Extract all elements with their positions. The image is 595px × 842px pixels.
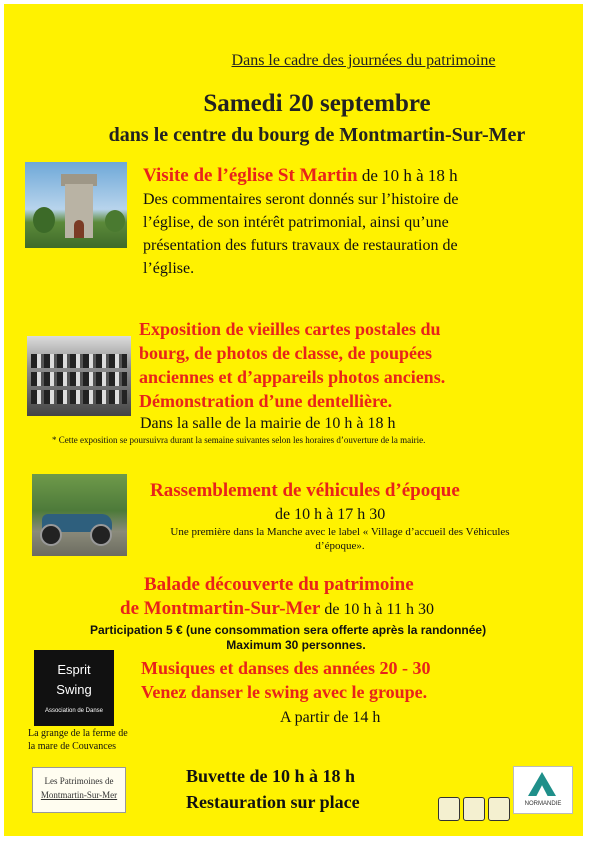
walk-title-line1: Balade découverte du patrimoine (144, 574, 414, 595)
church-desc-line: Des commentaires seront donnés sur l’histoire de (143, 191, 459, 208)
expo-title-line: anciennes et d’appareils photos anciens. (139, 367, 446, 387)
expo-title-line: Exposition de vieilles cartes postales du (139, 319, 441, 339)
partner-icon (438, 797, 460, 821)
partner-icon (488, 797, 510, 821)
walk-heading (120, 598, 434, 620)
vehicles-title: Rassemblement de véhicules d’époque (150, 480, 460, 501)
church-hours: de 10 h à 18 h (357, 166, 458, 185)
bank-logo: NORMANDIE (513, 766, 573, 814)
expo-title-line: Démonstration d’une dentellière. (139, 391, 393, 411)
music-from: A partir de 14 h (280, 709, 381, 726)
vehicles-note-line: d’époque». (315, 540, 365, 552)
expo-title-line: bourg, de photos de classe, de poupées (139, 343, 433, 363)
vintage-car-photo (32, 474, 127, 556)
music-caption-line: la mare de Couvances (28, 741, 117, 752)
church-desc-line: l’église. (143, 260, 195, 277)
expo-note: * Cette exposition se poursuivra durant la semaine suivantes selon les horaires d’ouverture de la mairie. (52, 435, 426, 445)
patrimoines-logo: Les Patrimoines de Montmartin-Sur-Mer (32, 767, 126, 813)
expo-place-hours: Dans la salle de la mairie de 10 h à 18 h (140, 415, 396, 432)
music-title-line2: Venez danser le swing avec le groupe. (141, 682, 428, 702)
event-context: Dans le cadre des journées du patrimoine (231, 52, 496, 69)
walk-participation: Participation 5 € (une consommation sera offerte après la randonnée) (90, 623, 487, 637)
music-title-line1: Musiques et danses des années 20 - 30 (141, 658, 431, 678)
event-place: dans le centre du bourg de Montmartin-Sur-Mer (108, 124, 526, 146)
church-desc-line: l’église, de son intérêt patrimonial, ainsi qu’une (143, 214, 449, 231)
bar-info: Buvette de 10 h à 18 h (186, 766, 356, 786)
esprit-swing-logo: Esprit Swing Association de Danse (34, 650, 114, 726)
walk-max: Maximum 30 personnes. (226, 638, 366, 652)
church-title: Visite de l’église St Martin (143, 165, 358, 186)
event-date: Samedi 20 septembre (203, 90, 431, 117)
vehicles-note-line: Une première dans la Manche avec le label « Village d’accueil des Véhicules (170, 526, 510, 538)
church-photo (25, 162, 127, 248)
church-desc-line: présentation des futurs travaux de restauration de (143, 237, 458, 254)
walk-hours: de 10 h à 11 h 30 (320, 601, 434, 618)
vehicles-hours: de 10 h à 17 h 30 (275, 506, 386, 523)
bank-logo-mark (528, 772, 556, 796)
poster (4, 4, 583, 836)
partner-icon (463, 797, 485, 821)
walk-title-line2: de Montmartin-Sur-Mer (120, 598, 321, 619)
food-info: Restauration sur place (186, 792, 360, 812)
music-caption-line: La grange de la ferme de (28, 728, 128, 739)
class-photo (27, 336, 131, 416)
church-heading (143, 165, 458, 187)
